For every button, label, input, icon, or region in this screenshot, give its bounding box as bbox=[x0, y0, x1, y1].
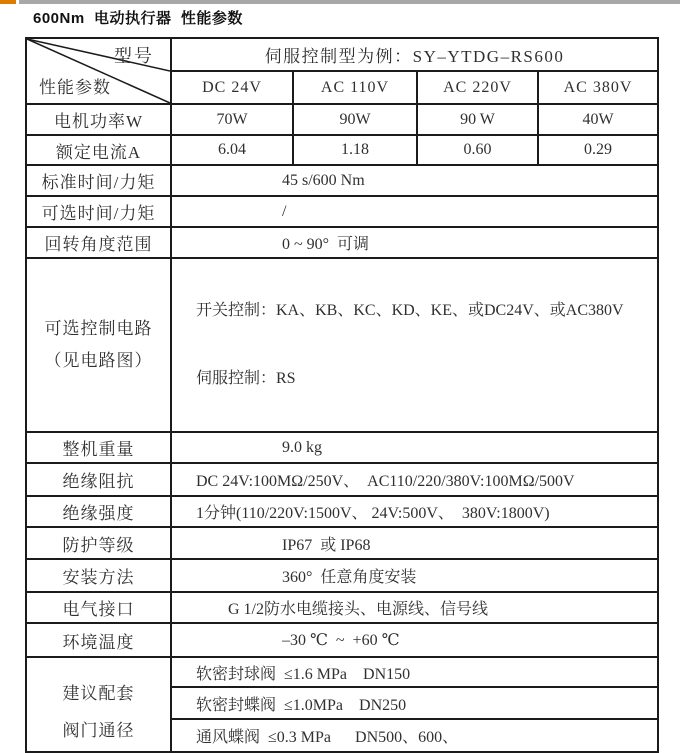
electrical-interface-value: G 1/2防水电缆接头、电源线、信号线 bbox=[171, 592, 658, 623]
corner-params-label: 性能参数 bbox=[39, 78, 111, 97]
rotation-range-value: 0 ~ 90° 可调 bbox=[171, 227, 658, 258]
valve-item-butterfly: 软密封蝶阀 ≤1.0MPa DN250 bbox=[171, 687, 658, 719]
table-row bbox=[26, 135, 658, 165]
spec-label-electrical-interface: 电气接口 bbox=[26, 592, 171, 623]
spec-label-recommended-valves bbox=[26, 657, 171, 752]
voltage-col-ac380v: AC 380V bbox=[538, 71, 658, 104]
control-circuit-label-line2: （见电路图） bbox=[44, 351, 153, 370]
orange-accent-segment bbox=[0, 0, 16, 4]
spec-label-rotation-range: 回转角度范围 bbox=[26, 227, 171, 258]
table-row bbox=[26, 559, 658, 592]
protection-class-value: IP67 或 IP68 bbox=[171, 527, 658, 559]
rated-current-ac220v: 0.60 bbox=[417, 135, 538, 165]
control-circuit-servo-line: 伺服控制：RS bbox=[196, 370, 296, 387]
control-circuit-label-line1: 可选控制电路 bbox=[44, 319, 153, 338]
motor-power-dc24v: 70W bbox=[171, 104, 293, 135]
page-title: 600Nm 电动执行器 性能参数 bbox=[33, 10, 243, 27]
ambient-temperature-value: –30 ℃ ~ +60 ℃ bbox=[171, 623, 658, 657]
insulation-strength-value: 1分钟(110/220V:1500V、 24V:500V、 380V:1800V) bbox=[171, 496, 658, 527]
rated-current-ac380v: 0.29 bbox=[538, 135, 658, 165]
rated-current-dc24v: 6.04 bbox=[171, 135, 293, 165]
motor-power-ac380v: 40W bbox=[538, 104, 658, 135]
table-row bbox=[26, 527, 658, 559]
spec-label-motor-power: 电机功率W bbox=[26, 104, 171, 135]
table-row bbox=[26, 657, 658, 687]
spec-label-protection-class: 防护等级 bbox=[26, 527, 171, 559]
spec-label-optional-time-torque: 可选时间/力矩 bbox=[26, 196, 171, 227]
table-row bbox=[26, 258, 658, 432]
voltage-col-ac220v: AC 220V bbox=[417, 71, 538, 104]
rated-current-ac110v: 1.18 bbox=[293, 135, 417, 165]
table-row bbox=[26, 463, 658, 496]
recommended-valves-label-line2: 阀门通径 bbox=[62, 720, 135, 740]
table-row bbox=[26, 196, 658, 227]
spec-label-control-circuit bbox=[26, 258, 171, 432]
valve-item-vent-butterfly: 通风蝶阀 ≤0.3 MPa DN500、600、 bbox=[171, 719, 658, 752]
top-accent-bar bbox=[0, 0, 680, 4]
spec-label-ambient-temperature: 环境温度 bbox=[26, 623, 171, 657]
table-row bbox=[26, 623, 658, 657]
gray-bar-segment bbox=[19, 0, 680, 4]
spec-label-insulation-resistance: 绝缘阻抗 bbox=[26, 463, 171, 496]
spec-label-standard-time-torque: 标准时间/力矩 bbox=[26, 165, 171, 196]
table-row bbox=[26, 104, 658, 135]
voltage-col-dc24v: DC 24V bbox=[171, 71, 293, 104]
motor-power-ac110v: 90W bbox=[293, 104, 417, 135]
valve-item-ball: 软密封球阀 ≤1.6 MPa DN150 bbox=[171, 657, 658, 687]
table-row bbox=[26, 165, 658, 196]
table-row bbox=[26, 227, 658, 258]
recommended-valves-label-line1: 建议配套 bbox=[62, 683, 135, 703]
motor-power-ac220v: 90 W bbox=[417, 104, 538, 135]
mounting-value: 360° 任意角度安装 bbox=[171, 559, 658, 592]
insulation-resistance-value: DC 24V:100MΩ/250V、 AC110/220/380V:100MΩ/500V bbox=[171, 463, 658, 496]
corner-model-label: 型号 bbox=[114, 46, 154, 66]
control-circuit-switch-line: 开关控制：KA、KB、KC、KD、KE、或DC24V、或AC380V bbox=[196, 302, 624, 319]
table-row bbox=[26, 592, 658, 623]
spec-label-insulation-strength: 绝缘强度 bbox=[26, 496, 171, 527]
table-row bbox=[26, 496, 658, 527]
weight-value: 9.0 kg bbox=[171, 432, 658, 463]
table-row bbox=[26, 432, 658, 463]
model-row-value: 伺服控制型为例：SY–YTDG–RS600 bbox=[171, 38, 658, 71]
control-circuit-value bbox=[171, 258, 658, 432]
diagonal-header-cell bbox=[26, 38, 171, 104]
voltage-col-ac110v: AC 110V bbox=[293, 71, 417, 104]
optional-time-torque-value: / bbox=[171, 196, 658, 227]
spec-label-rated-current: 额定电流A bbox=[26, 135, 171, 165]
spec-label-weight: 整机重量 bbox=[26, 432, 171, 463]
standard-time-torque-value: 45 s/600 Nm bbox=[171, 165, 658, 196]
spec-label-mounting: 安装方法 bbox=[26, 559, 171, 592]
performance-table bbox=[25, 37, 659, 753]
